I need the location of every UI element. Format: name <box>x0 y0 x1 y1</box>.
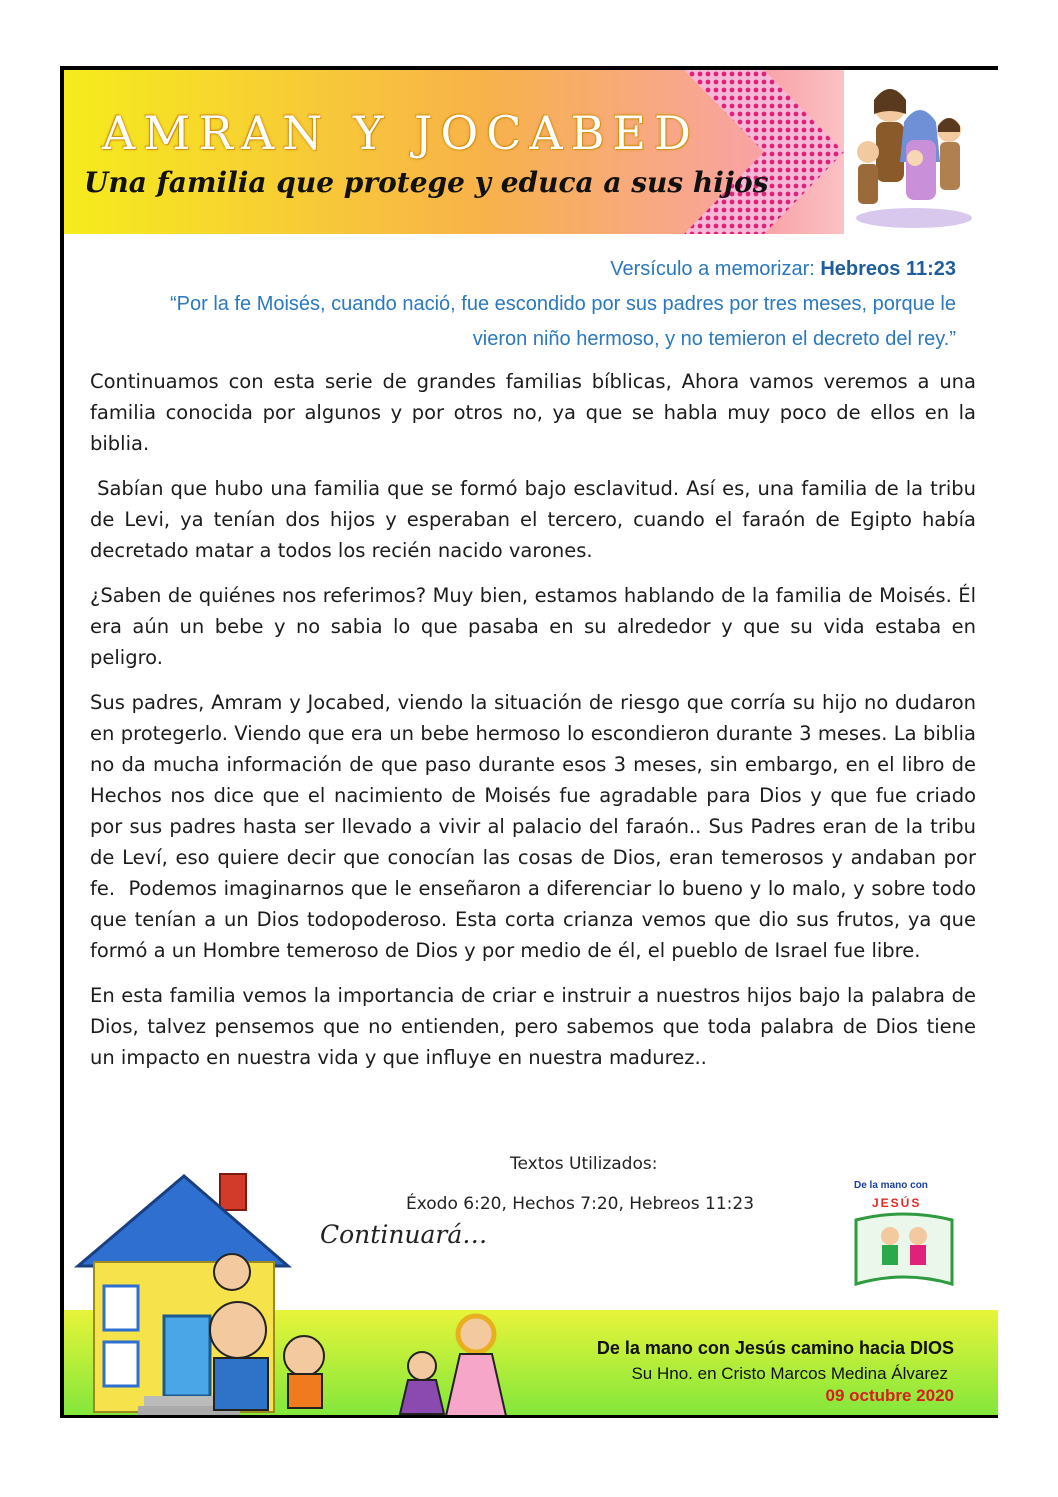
page-sheet <box>60 66 998 1418</box>
article-body <box>90 366 983 1087</box>
paragraph-5: En esta familia vemos la importancia de criar e instruir a nuestros hijos bajo la palabra de Dios, talvez pensemos que no entienden, pero sabemos que toda palabra de Dios tiene un impacto en nuestra vida y que influye en nuestra madurez.. <box>90 984 976 1069</box>
paragraph-4: Sus padres, Amram y Jocabed, viendo la situación de riesgo que corría su hijo no dudaron en protegerlo. Viendo que era un bebe hermoso lo escondieron durante 3 meses. La biblia no da mucha información de que paso durante esos 3 meses, sin embargo, en el libro de Hechos nos dice que el nacimiento de Moisés fue agradable para Dios y que fue criado por sus padres hasta ser llevado a vivir al palacio del faraón.. Sus Padres eran de la tribu de Leví, eso quiere decir que conocían las cosas de Dios, eran temerosos y andaban por fe. Podemos imaginarnos que le enseñaron a diferenciar lo bueno y lo malo, y sobre todo que tenían a un Dios todopoderoso. Esta corta crianza vemos que dio sus frutos, ya que formó a un Hombre temeroso de Dios y por medio de él, el pueblo de Israel fue libre. <box>90 691 983 962</box>
family-house-illustration <box>74 1166 544 1418</box>
footer-author: Su Hno. en Cristo Marcos Medina Álvarez <box>631 1364 948 1383</box>
logo-line2: JESÚS <box>872 1196 922 1210</box>
page-subtitle: Una familia que protege y educa a sus hijos <box>84 166 769 199</box>
paragraph-2: Sabían que hubo una familia que se formó bajo esclavitud. Así es, una familia de la tribu de Levi, ya tenían dos hijos y esperaban el tercero, cuando el faraón de Egipto había decretado matar a todos los recién nacido varones. <box>90 477 983 562</box>
page-title: AMRAN Y JOCABED <box>102 106 699 160</box>
logo-line1: De la mano con <box>854 1180 928 1191</box>
paragraph-1: Continuamos con esta serie de grandes familias bíblicas, Ahora vamos veremos a una familia conocida por algunos y por otros no, ya que se habla muy poco de ellos en la biblia. <box>90 370 976 455</box>
logo-children-icon <box>850 1210 960 1300</box>
footer-date: 09 octubre 2020 <box>825 1386 954 1405</box>
footer-title: De la mano con Jesús camino hacia DIOS <box>596 1338 954 1358</box>
references-label: Textos Utilizados: <box>510 1154 658 1174</box>
memory-verse <box>166 252 956 357</box>
continued-text: Continuará… <box>320 1220 488 1249</box>
verse-reference: Hebreos 11:23 <box>820 258 956 280</box>
verse-heading <box>166 252 956 287</box>
verse-quote: “Por la fe Moisés, cuando nació, fue escondido por sus padres por tres meses, porque le vieron niño hermoso, y no temieron el decreto del rey.” <box>170 293 956 350</box>
verse-label: Versículo a memorizar: <box>610 258 815 280</box>
ministry-logo <box>850 1174 960 1294</box>
references-list: Éxodo 6:20, Hechos 7:20, Hebreos 11:23 <box>406 1194 755 1214</box>
paragraph-3: ¿Saben de quiénes nos referimos? Muy bien, estamos hablando de la familia de Moisés. Él era aún un bebe y no sabia lo que pasaba en su alrededor y que su vida estaba en peligro. <box>90 584 976 669</box>
